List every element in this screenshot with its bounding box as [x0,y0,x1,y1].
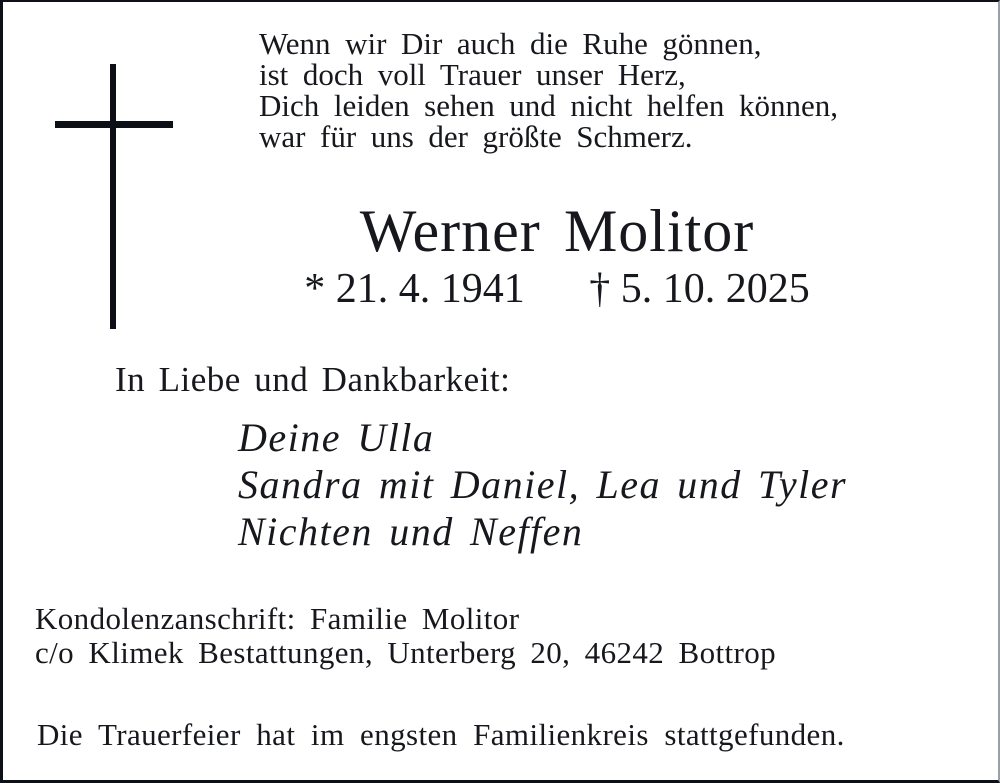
condolence-line: Kondolenzanschrift: Familie Molitor [35,601,520,636]
death-date: † 5. 10. 2025 [589,266,810,312]
mourners-list [238,414,847,555]
poem-line: war für uns der größte Schmerz. [259,119,693,154]
mourner-line: Sandra mit Daniel, Lea und Tyler [238,462,848,507]
funeral-note: Die Trauerfeier hat im engsten Familienkreis stattgefunden. [37,717,845,752]
deceased-name-row [107,198,1000,264]
poem-line: Wenn wir Dir auch die Ruhe gönnen, [259,26,762,61]
salutation: In Liebe und Dankbarkeit: [115,360,511,399]
condolence-line: c/o Klimek Bestattungen, Unterberg 20, 46242 Bottrop [35,635,777,670]
deceased-name: Werner Molitor [359,198,755,264]
birth-date: * 21. 4. 1941 [304,266,525,312]
memorial-poem [259,28,838,152]
mourner-line: Deine Ulla [238,415,435,460]
condolence-address [35,602,776,670]
life-dates [107,268,1000,310]
poem-line: Dich leiden sehen und nicht helfen können, [259,88,838,123]
mourner-line: Nichten und Neffen [238,509,584,554]
poem-line: ist doch voll Trauer unser Herz, [259,57,686,92]
cross-horizontal-bar [55,121,173,128]
